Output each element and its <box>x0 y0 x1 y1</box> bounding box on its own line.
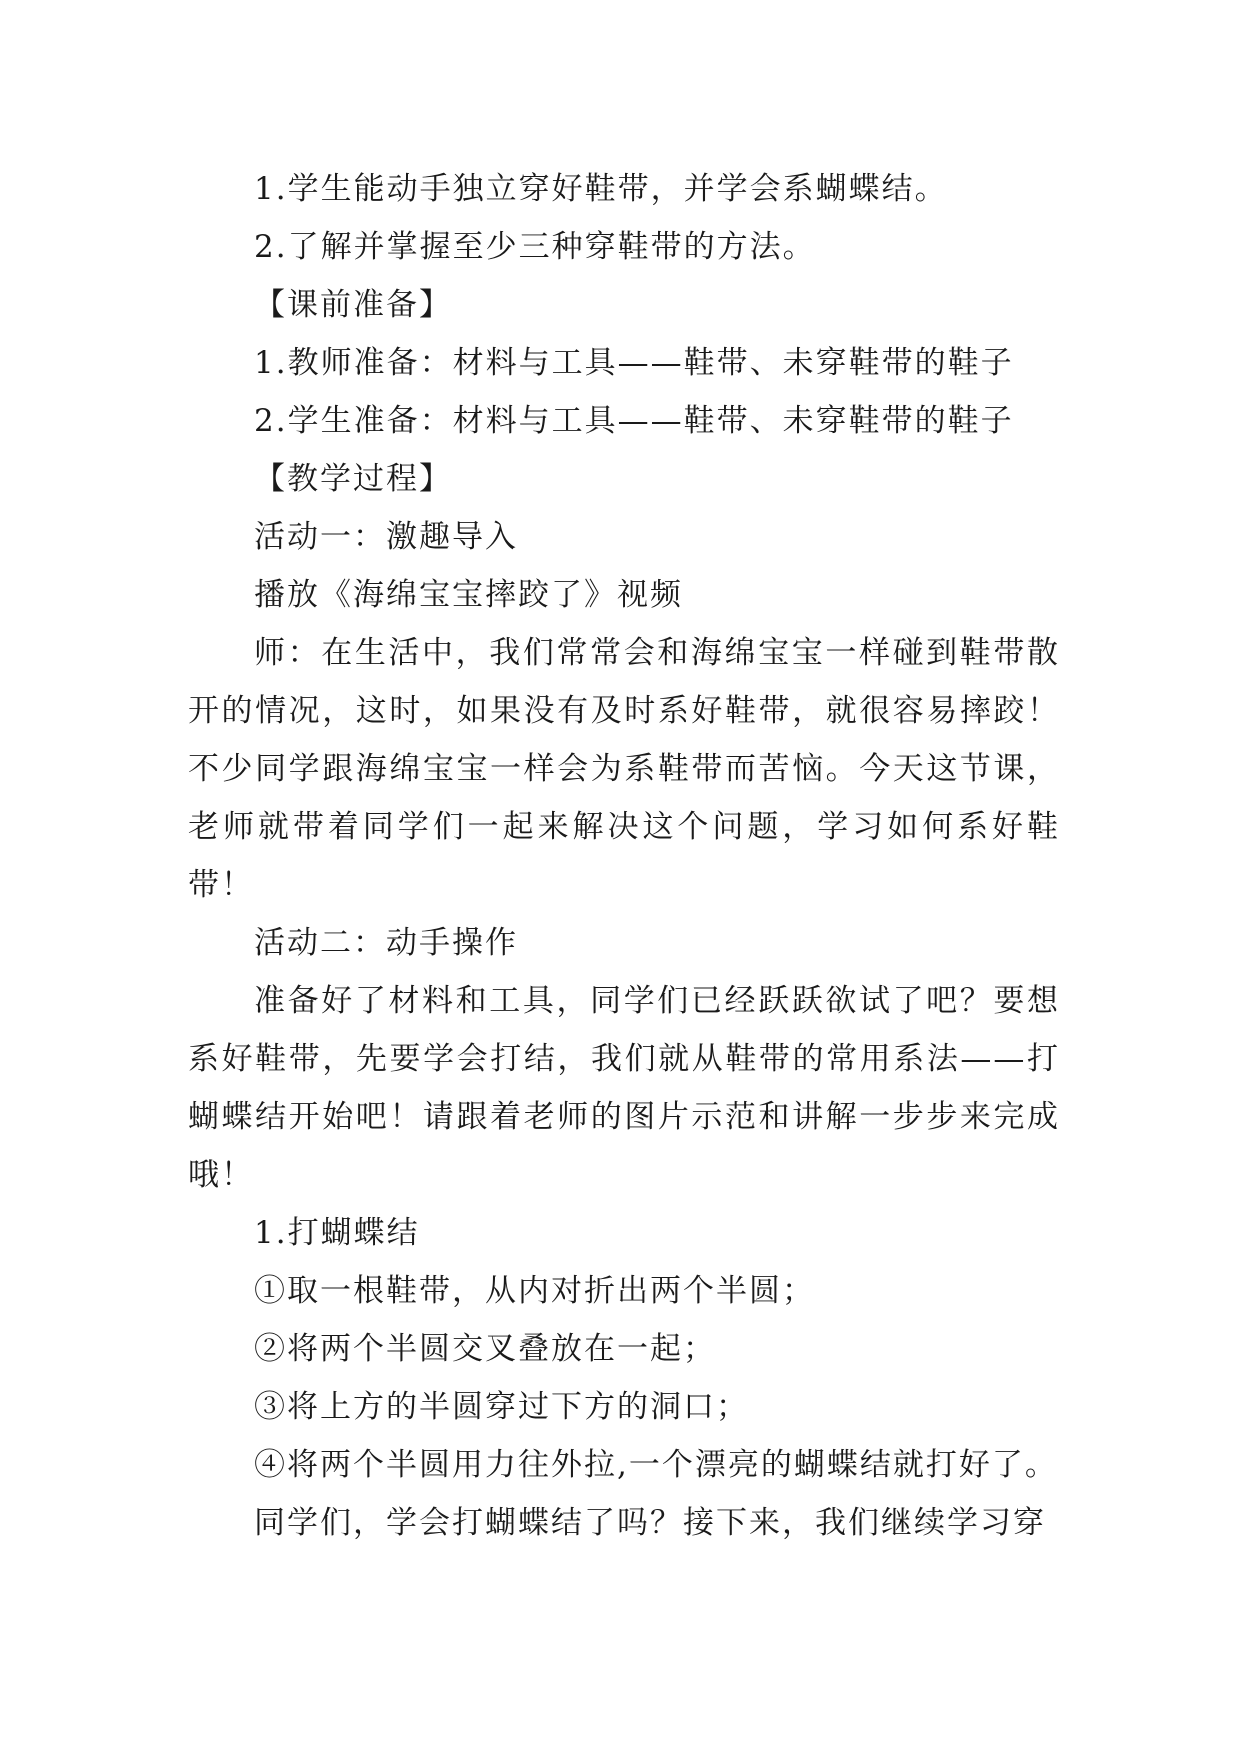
activity1-video: 播放《海绵宝宝摔跤了》视频 <box>254 577 683 613</box>
activity2-paragraph: 准备好了材料和工具，同学们已经跃跃欲试了吧？要想系好鞋带，先要学会打结，我们就从鞋带的常用系法——打蝴蝶结开始吧！请跟着老师的图片示范和讲解一步步来完成哦！ <box>188 983 1060 1193</box>
bow-title: 1.打蝴蝶结 <box>254 1215 420 1251</box>
bow-step-3: ③将上方的半圆穿过下方的洞口； <box>254 1389 749 1425</box>
activity1-title: 活动一：激趣导入 <box>254 519 518 555</box>
bow-step-2: ②将两个半圆交叉叠放在一起； <box>254 1331 716 1367</box>
bow-step-1: ①取一根鞋带，从内对折出两个半圆； <box>254 1273 815 1309</box>
document-body <box>188 160 1060 1552</box>
bow-step-4: ④将两个半圆用力往外拉,一个漂亮的蝴蝶结就打好了。 <box>254 1447 1058 1483</box>
closing-line: 同学们，学会打蝴蝶结了吗？接下来，我们继续学习穿 <box>254 1505 1046 1541</box>
prep-item-teacher: 1.教师准备：材料与工具——鞋带、未穿鞋带的鞋子 <box>254 345 1014 381</box>
process-heading: 【教学过程】 <box>254 461 452 497</box>
objective-2: 2.了解并掌握至少三种穿鞋带的方法。 <box>254 229 816 265</box>
prep-item-student: 2.学生准备：材料与工具——鞋带、未穿鞋带的鞋子 <box>254 403 1014 439</box>
activity1-teacher-paragraph: 师：在生活中，我们常常会和海绵宝宝一样碰到鞋带散开的情况，这时，如果没有及时系好鞋带，就很容易摔跤！不少同学跟海绵宝宝一样会为系鞋带而苦恼。今天这节课，老师就带着同学们一起来解决这个问题，学习如何系好鞋带！ <box>188 635 1060 903</box>
prep-heading: 【课前准备】 <box>254 287 452 323</box>
objective-1: 1.学生能动手独立穿好鞋带，并学会系蝴蝶结。 <box>254 171 948 207</box>
activity2-title: 活动二：动手操作 <box>254 925 518 961</box>
